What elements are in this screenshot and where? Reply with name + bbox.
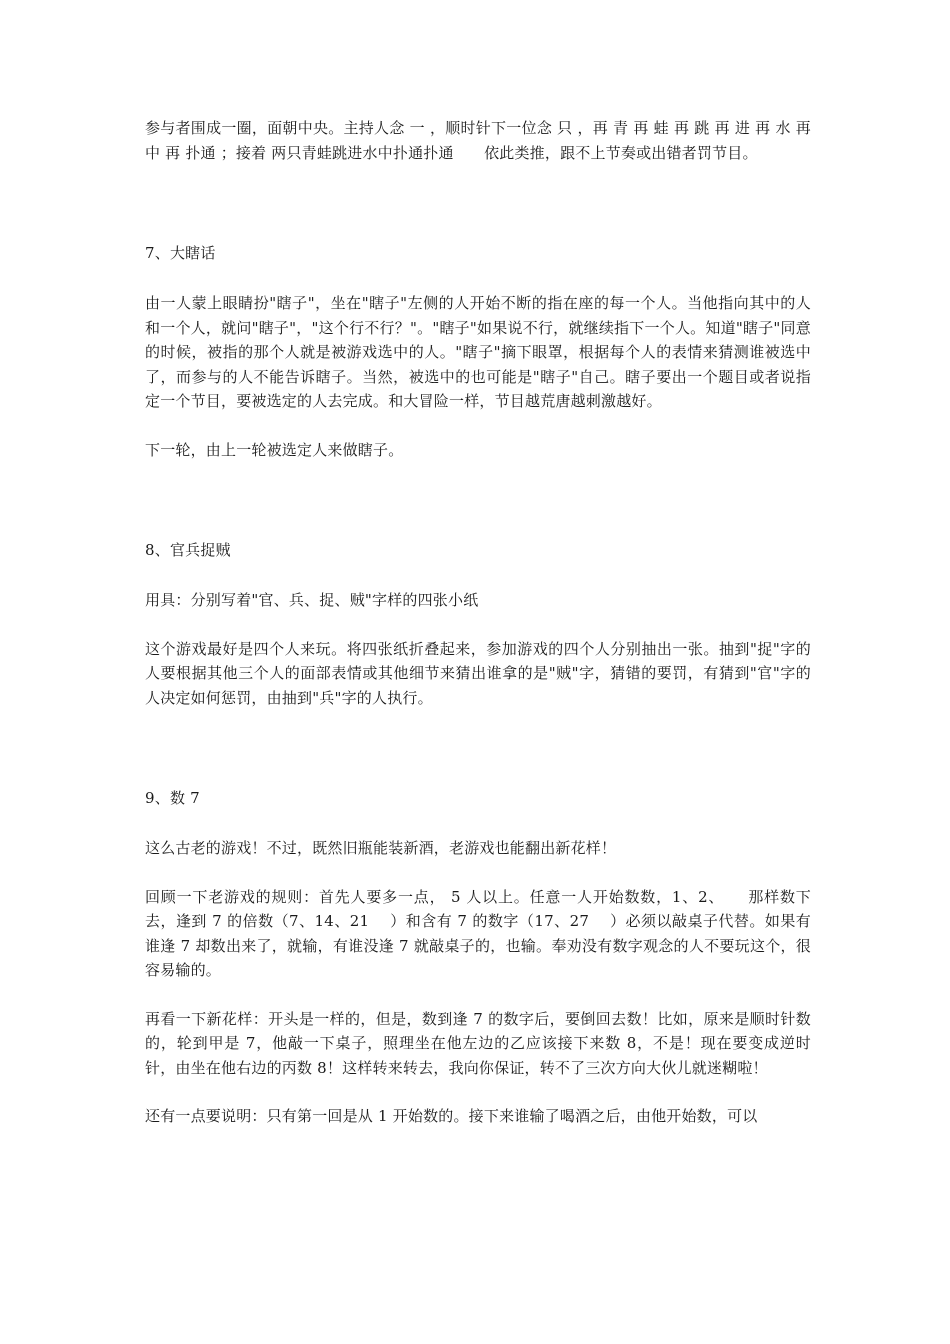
body-paragraph: 回顾一下老游戏的规则：首先人要多一点， 5 人以上。任意一人开始数数，1、2、 那样数下去，逢到 7 的倍数（7、14、21 ）和含有 7 的数字（17、27 ）必须以敲桌子代替。如果有谁逢 7 却数出来了，就输，有谁没逢 7 就敲桌子的，也输。奉劝没有数字观念的人不要玩这个，很容易输的。 <box>145 887 811 979</box>
body-paragraph: 用具：分别写着"官、兵、捉、贼"字样的四张小纸 <box>145 591 479 609</box>
body-paragraph: 由一人蒙上眼睛扮"瞎子"，坐在"瞎子"左侧的人开始不断的指在座的每一个人。当他指向其中的人和一个人，就问"瞎子"，"这个行不行？"。"瞎子"如果说不行，就继续指下一个人。知道"瞎子"同意的时候，被指的那个人就是被游戏选中的人。"瞎子"摘下眼罩，根据每个人的表情来猜测谁被选中了，而参与的人不能告诉瞎子。当然，被选中的也可能是"瞎子"自己。瞎子要出一个题目或者说指定一个节目，要被选定的人去完成。和大冒险一样，节目越荒唐越刺激越好。 <box>145 294 811 410</box>
body-paragraph: 这么古老的游戏！不过，既然旧瓶能装新酒，老游戏也能翻出新花样！ <box>145 839 617 857</box>
section-heading: 7、大瞎话 <box>145 244 216 262</box>
body-paragraph: 下一轮，由上一轮被选定人来做瞎子。 <box>145 440 404 459</box>
document-page <box>145 116 811 1129</box>
body-paragraph: 再看一下新花样：开头是一样的，但是，数到逢 7 的数字后，要倒回去数！比如，原来是顺时针数的，轮到甲是 7，他敲一下桌子，照理坐在他左边的乙应该接下来数 8，不是！现在要变成逆时针，由坐在他右边的丙数 8！这样转来转去，我向你保证，转不了三次方向大伙儿就迷糊啦！ <box>145 1009 811 1077</box>
body-paragraph: 参与者围成一圈，面朝中央。主持人念 一 ，顺时针下一位念 只 ，再 青 再 蛙 再 跳 再 进 再 水 再 中 再 扑通 ；接着 两只青蛙跳进水中扑通扑通 依此类推，跟不上节奏或出错者罚节目。 <box>145 119 811 162</box>
body-paragraph: 还有一点要说明：只有第一回是从 1 开始数的。接下来谁输了喝酒之后，由他开始数，可以 <box>145 1107 758 1125</box>
section-heading: 8、官兵捉贼 <box>145 541 231 559</box>
section-heading: 9、数 7 <box>145 789 200 807</box>
body-paragraph: 这个游戏最好是四个人来玩。将四张纸折叠起来，参加游戏的四个人分别抽出一张。抽到"捉"字的人要根据其他三个人的面部表情或其他细节来猜出谁拿的是"贼"字，猜错的要罚，有猜到"官"字的人决定如何惩罚，由抽到"兵"字的人执行。 <box>145 639 811 707</box>
